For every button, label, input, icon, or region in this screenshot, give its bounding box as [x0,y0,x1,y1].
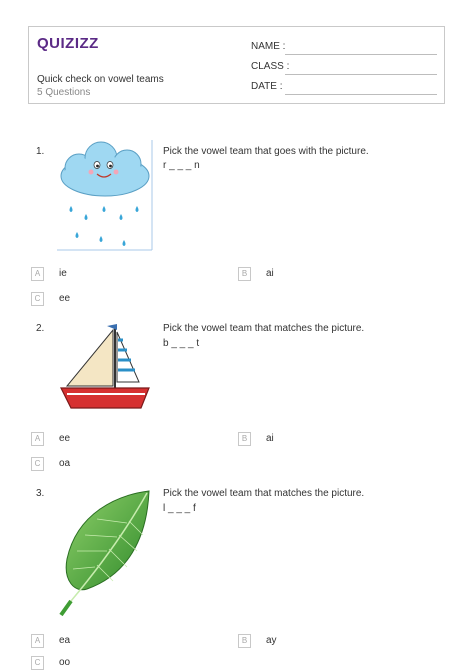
question-2-blank: b _ _ _ t [163,338,200,349]
date-field[interactable] [251,81,441,95]
question-3-prompt: Pick the vowel team that matches the picture. [163,488,365,499]
option-letter-box: C [31,457,44,471]
option-letter-box: B [238,432,251,446]
question-1-blank: r _ _ _ n [163,160,200,171]
question-1-prompt: Pick the vowel team that goes with the picture. [163,146,369,157]
q1-option-a[interactable] [31,267,91,281]
leaf-blade [66,491,149,590]
question-2-prompt: Pick the vowel team that matches the picture. [163,323,365,334]
option-letter-box: B [238,634,251,648]
question-2-number: 2. [36,323,45,334]
option-text: oa [59,458,71,469]
quizizz-logo: QUIZIZZ [37,35,99,52]
question-count: 5 Questions [37,87,91,98]
q3-option-c[interactable] [31,656,91,670]
class-field[interactable] [251,61,441,75]
option-text: ee [59,433,71,444]
date-line [285,94,437,95]
class-line [285,74,437,75]
option-letter-box: A [31,432,44,446]
question-3-number: 3. [36,488,45,499]
option-letter-box: C [31,292,44,306]
option-letter-box: B [238,267,251,281]
q2-option-b[interactable] [238,432,298,446]
hull [61,388,149,408]
name-label: NAME : [251,41,286,52]
option-letter-box: A [31,634,44,648]
rain-cloud-picture [57,140,153,252]
cloud-shape [61,142,149,196]
worksheet-header [28,26,445,104]
option-letter-box: C [31,656,44,670]
raindrops [70,206,139,246]
name-field[interactable] [251,41,441,55]
option-text: ee [59,293,71,304]
question-3-blank: l _ _ _ f [163,503,196,514]
flag [107,324,117,330]
class-label: CLASS : [251,61,290,72]
option-letter-box: A [31,267,44,281]
option-text: ai [266,268,274,279]
q3-option-b[interactable] [238,634,298,648]
main-sail [67,330,113,386]
option-text: ea [59,635,71,646]
q2-option-c[interactable] [31,457,91,471]
option-text: ai [266,433,274,444]
q1-option-c[interactable] [31,292,91,306]
name-line [285,54,437,55]
leaf-picture [57,489,153,619]
date-label: DATE : [251,81,283,92]
q3-option-a[interactable] [31,634,91,648]
q1-option-b[interactable] [238,267,298,281]
option-text: ay [266,635,277,646]
striped-sail [117,332,139,382]
quiz-title: Quick check on vowel teams [37,74,164,85]
option-text: ie [59,268,67,279]
sailboat-picture [57,322,153,416]
leaf-stem [61,601,71,615]
question-1-number: 1. [36,146,45,157]
option-text: oo [59,657,71,668]
q2-option-a[interactable] [31,432,91,446]
